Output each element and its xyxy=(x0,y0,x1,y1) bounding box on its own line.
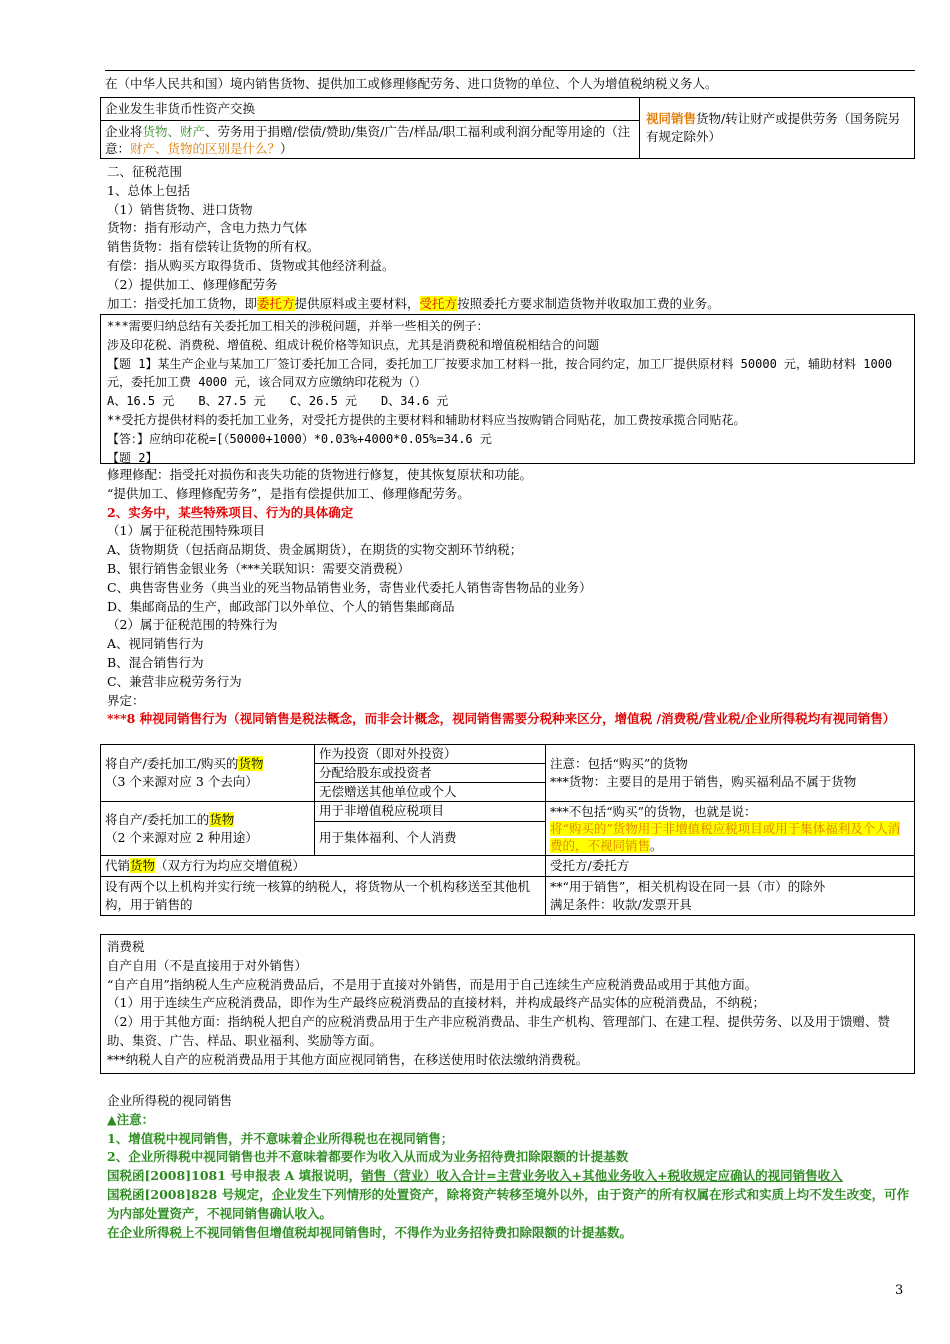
text-line: 自产自用（不是直接用于对外销售） xyxy=(107,957,308,973)
row4-right: **“用于销售”，相关机构设在同一县（市）的除外 满足条件：收款/发票开具 xyxy=(546,877,915,916)
note-box-entrusted-processing xyxy=(100,314,915,464)
row2-left: 将自产/委托加工的货物 （2 个来源对应 2 种用途） xyxy=(101,802,315,856)
text-line: 销售货物：指有偿转让货物的所有权。 xyxy=(107,239,320,255)
text-line: A、货物期货（包括商品期货、贵金属期货），在期货的实物交割环节纳税； xyxy=(107,542,523,558)
heading-income-tax: 企业所得税的视同销售 xyxy=(107,1093,233,1108)
text-line: “自产自用”指纳税人生产应税消费品后，不是用于直接对外销售，而是用于自己连续生产应税消费品或用于其他方面。 xyxy=(107,976,758,992)
text-line: 修理修配：指受托对损伤和丧失功能的货物进行修复，使其恢复原状和功能。 xyxy=(107,467,533,482)
heading-scope: 二、征税范围 xyxy=(107,164,183,179)
table1-row2: 企业将货物、财产、劳务用于捐赠/偿债/赞助/集资/广告/样品/职工福利或利润分配等用途的（注意：财产、货物的区别是什么？） xyxy=(101,121,640,159)
text-line: ***需要归纳总结有关委托加工相关的涉税问题，并举一些相关的例子： xyxy=(107,319,489,333)
row1-mid-2: 分配给股东或投资者 xyxy=(315,764,546,783)
text-line: 消费税 xyxy=(107,939,145,954)
heading-special-items: 2、实务中，某些特殊项目、行为的具体确定 xyxy=(107,504,354,520)
text-line: 在企业所得税上不视同销售但增值税却视同销售时，不得作为业务招待费扣除限额的计提基数。 xyxy=(107,1224,633,1240)
text-line: （2）属于征税范围的特殊行为 xyxy=(107,617,278,633)
top-rule xyxy=(105,70,915,71)
row3-left: 代销货物（双方行为均应交增值税） xyxy=(101,856,546,877)
text-line: （2）用于其他方面：指纳税人把自产的应税消费品用于生产非应税消费品、非生产机构、管理部门、在建工程、提供劳务、以及用于馈赠、赞助、集资、广告、样品、职业福利、奖励等方面。 xyxy=(107,1014,890,1048)
text-line: “提供加工、修理修配劳务”，是指有偿提供加工、修理修配劳务。 xyxy=(107,485,470,501)
text-line: B、混合销售行为 xyxy=(107,654,204,670)
text-line: 1、增值税中视同销售，并不意味着企业所得税也在视同销售； xyxy=(107,1130,454,1146)
question-1-options: A、16.5 元 B、27.5 元 C、26.5 元 D、34.6 元 xyxy=(107,394,449,409)
text-line: 货物：指有形动产，含电力热力气体 xyxy=(107,220,308,236)
note-box-consumption-tax xyxy=(100,934,915,1074)
row2-mid-2: 用于集体福利、个人消费 xyxy=(315,821,546,855)
text-line: D、集邮商品的生产，邮政部门以外单位、个人的销售集邮商品 xyxy=(107,598,455,614)
row2-right: ***不包括“购买”的货物，也就是说： 将“购买的”货物用于非增值税应税项目或用于集体福利及个人消费的，不视同销售。 xyxy=(546,802,915,856)
table1-row1: 企业发生非货币性资产交换 xyxy=(101,98,640,121)
row3-right: 受托方/委托方 xyxy=(546,856,915,877)
text-line: 国税函[2008]1081 号申报表 A 填报说明，销售（营业）收入合计=主营业务收入+其他业务收入+税收规定应确认的视同销售收入 xyxy=(107,1168,843,1184)
text-line: ***纳税人自产的应税消费品用于其他方面应视同销售，在移送使用时依法缴纳消费税。 xyxy=(107,1051,589,1067)
special-items-section xyxy=(107,466,915,727)
note-label: ▲注意： xyxy=(107,1111,155,1127)
answer-1: 【答：】应纳印花税=[（50000+1000）*0.03%+4000*0.05%=34.6 元 xyxy=(107,431,492,446)
text-line: （1）属于征税范围特殊项目 xyxy=(107,523,265,539)
income-tax-section xyxy=(107,1092,915,1242)
row4-left: 设有两个以上机构并实行统一核算的纳税人，将货物从一个机构移送至其他机构，用于销售的 xyxy=(101,877,546,916)
question-1: 【题 1】某生产企业与某加工厂签订委托加工合同，委托加工厂按要求加工材料一批，按合同约定，加工厂提供原材料 50000 元，辅助材料 1000 元，委托加工费 4000 元，该合同双方应缴纳印花税为（） xyxy=(107,356,893,390)
page-number: 3 xyxy=(895,1283,904,1298)
table1-right: 视同销售货物/转让财产或提供劳务（国务院另有规定除外） xyxy=(640,98,915,159)
text-line: （2）提供加工、修理修配劳务 xyxy=(107,276,278,292)
text-line: （1）销售货物、进口货物 xyxy=(107,201,253,217)
text-line: **受托方提供材料的委托加工业务，对受托方提供的主要材料和辅助材料应当按购销合同贴花，加工费按承揽合同贴花。 xyxy=(107,412,746,427)
deemed-sales-heading: ***8 种视同销售行为（视同销售是税法概念，而非会计概念，视同销售需要分税种来区分，增值税 /消费税/营业税/企业所得税均有视同销售） xyxy=(107,711,896,727)
table-non-monetary xyxy=(100,97,915,159)
text-line: C、典售寄售业务（典当业的死当物品销售业务，寄售业代委托人销售寄售物品的业务） xyxy=(107,579,592,595)
text-line: （1）用于连续生产应税消费品，即作为生产最终应税消费品的直接材料，并构成最终产品实体的应税消费品，不纳税； xyxy=(107,995,765,1011)
text-line: A、视同销售行为 xyxy=(107,636,204,652)
text-line: 有偿：指从购买方取得货币、货物或其他经济利益。 xyxy=(107,257,395,273)
text-line: 涉及印花税、消费税、增值税、组成计税价格等知识点，尤其是消费税和增值税相结合的问题 xyxy=(107,337,600,352)
text-line: 2、企业所得税中视同销售也并不意味着都要作为收入从而成为业务招待费扣除限额的计提基数 xyxy=(107,1149,629,1165)
row1-mid-1: 作为投资（即对外投资） xyxy=(315,745,546,764)
text-line: 国税函[2008]828 号规定，企业发生下列情形的处置资产，除将资产转移至境外以外，由于资产的所有权属在形式和实质上均不发生改变，可作为内部处置资产，不视同销售确认收入。 xyxy=(107,1186,910,1221)
row1-left: 将自产/委托加工/购买的货物 （3 个来源对应 3 个去向） xyxy=(101,745,315,802)
row1-mid-3: 无偿赠送其他单位或个人 xyxy=(315,783,546,802)
question-2: 【题 2】 xyxy=(107,450,158,465)
table-deemed-sales xyxy=(100,744,915,916)
text-line: C、兼营非应税劳务行为 xyxy=(107,673,242,689)
intro-text: 在（中华人民共和国）境内销售货物、提供加工或修理修配劳务、进口货物的单位、个人为增值税纳税义务人。 xyxy=(105,76,718,91)
text-line-processing: 加工：指受托加工货物，即委托方提供原料或主要材料，受托方按照委托方要求制造货物并收取加工费的业务。 xyxy=(107,295,720,311)
row1-right: 注意：包括“购买”的货物 ***货物：主要目的是用于销售，购买福利品不属于货物 xyxy=(546,745,915,802)
row2-mid-1: 用于非增值税应税项目 xyxy=(315,802,546,822)
text-line: 1、总体上包括 xyxy=(107,182,190,198)
text-line: 界定： xyxy=(107,692,145,708)
scope-section xyxy=(107,163,720,313)
text-line: B、银行销售金银业务（***关联知识：需要交消费税） xyxy=(107,560,410,576)
